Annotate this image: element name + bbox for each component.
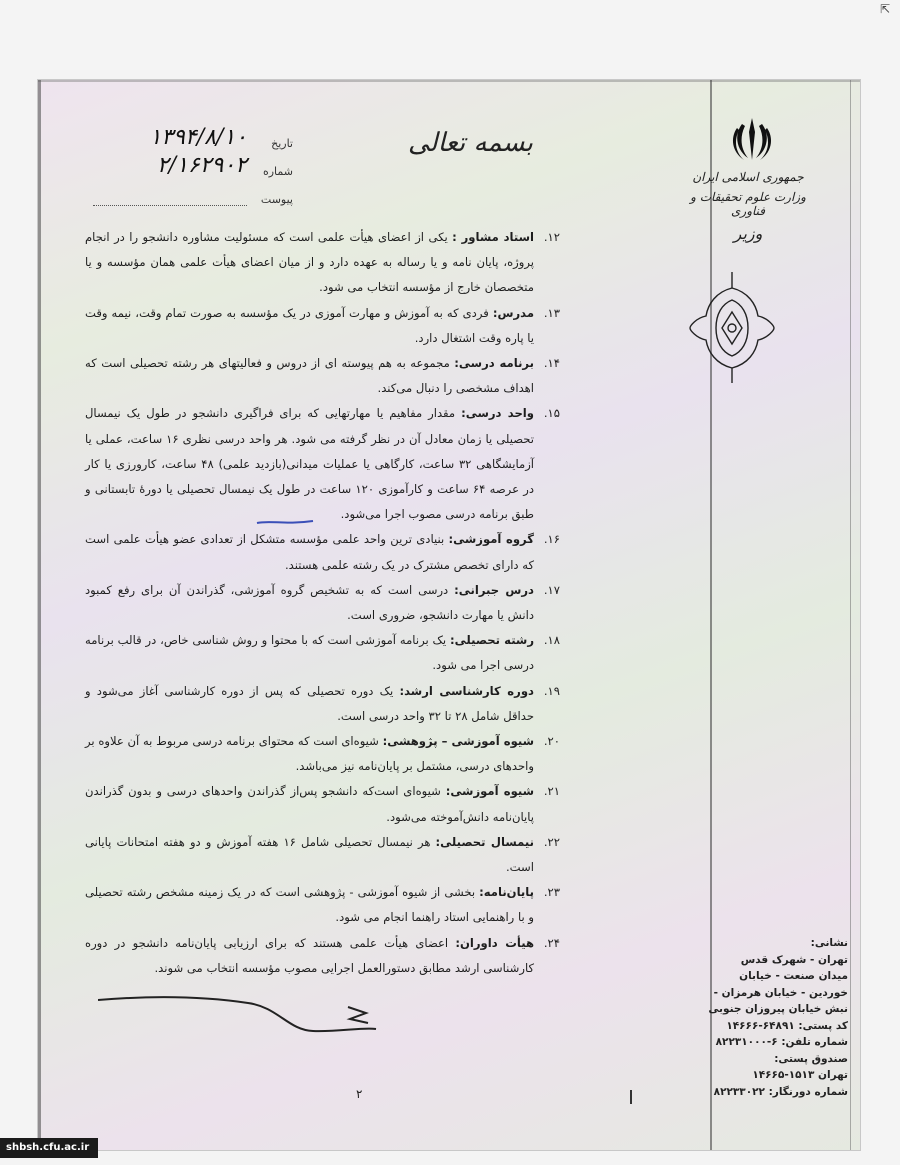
item-number: ۲۲.	[543, 834, 560, 849]
definition-item	[85, 351, 560, 401]
item-number: ۱۵.	[543, 406, 560, 421]
definition-item	[85, 225, 560, 301]
item-number: ۲۱.	[543, 784, 560, 799]
item-term: گروه آموزشی:	[448, 532, 534, 547]
item-number: ۱۸.	[543, 633, 560, 648]
date-row	[93, 122, 293, 150]
item-number: ۲۳.	[543, 885, 560, 900]
definition-item	[85, 301, 560, 351]
ministry-name: وزارت علوم تحقیقات و فناوری	[690, 190, 806, 218]
item-text: مقدار مفاهیم یا مهارتهایی که برای فراگیری دانشجو در طول یک نیمسال تحصیلی یا زمان معادل آن در نظر گرفته می شود. هر واحد درسی نظری ۱۶ ساعت، عملی یا آزمایشگاهی ۳۲ ساعت، کارگاهی یا عملیات میدانی(بازدید علمی) ۴۸ ساعت، کارورزی یا کار در عرصه ۶۴ ساعت و کارآموزی ۱۲۰ ساعت در طول یک نیمسال تحصیلی یا دورهٔ تابستانی و طبق برنامه درسی مصوب اجرا می‌شود.	[85, 406, 535, 522]
definition-item	[85, 401, 560, 527]
definition-item	[85, 527, 560, 577]
ministry-block	[678, 170, 818, 243]
address-line: میدان صنعت - خیابان	[739, 970, 848, 982]
postal-code: کد پستی: ۶۴۸۹۱-۱۴۶۶۶	[726, 1019, 848, 1032]
address-line: تهران - شهرک قدس	[740, 953, 848, 966]
page-number: ۲	[356, 1087, 363, 1101]
blue-underline-mark	[255, 518, 315, 526]
pobox-value: تهران ۱۵۱۳-۱۴۶۶۵	[752, 1069, 848, 1081]
item-term: استاد مشاور :	[452, 230, 534, 244]
definition-item	[85, 779, 560, 829]
item-term: شیوه آموزشی – پژوهشی:	[382, 734, 535, 749]
definitions-list	[85, 225, 560, 981]
left-scan-edge	[38, 80, 41, 1150]
definition-item	[85, 578, 560, 628]
country-name: جمهوری اسلامی ایران	[692, 170, 804, 184]
item-term: نیمسال تحصیلی:	[435, 834, 534, 849]
item-term: پایان‌نامه:	[479, 885, 534, 900]
item-number: ۱۴.	[543, 356, 560, 371]
item-number: ۲۰.	[543, 734, 560, 749]
item-number: ۱۳.	[543, 305, 560, 320]
minister-title: وزیر	[733, 224, 763, 243]
item-text: یک برنامه آموزشی است که با محتوا و روش شناسی خاص، در قالب برنامه درسی اجرا می شود.	[85, 633, 534, 673]
attachment-row	[93, 178, 293, 206]
item-term: درس جبرانی:	[454, 582, 535, 597]
fax-number: شماره دورنگار: ۸۲۲۳۳۰۲۲	[713, 1085, 848, 1098]
item-term: هیأت داوران:	[455, 935, 535, 950]
right-scan-edge	[850, 80, 851, 1150]
item-text: فردی که به آموزش و مهارت آموزی در یک مؤسسه به صورت تمام وقت، نیمه وقت یا پاره وقت اشتغال دارد.	[85, 305, 534, 345]
attachment-label: پیوست	[260, 193, 293, 206]
ornament-motif-icon	[686, 270, 778, 385]
item-text: یکی از اعضای هیأت علمی است که مسئولیت مشاوره دانشجو را در انجام پروژه، پایان نامه و یا رساله به عهده دارد و از میان اعضای هیأت علمی همان مؤسسه و یا متخصصان خارج از مؤسسه انتخاب می شود.	[85, 230, 534, 295]
number-value: ۲/۱۶۲۹۰۲	[156, 153, 247, 178]
letter-meta	[93, 122, 293, 206]
item-text: بنیادی ترین واحد علمی مؤسسه متشکل از تعدادی عضو هیأت علمی است که دارای تخصص مشترک در یک رشته علمی هستند.	[85, 532, 534, 572]
item-text: یک دوره تحصیلی که پس از دوره کارشناسی آغاز می‌شود و حداقل شامل ۲۸ تا ۳۲ واحد درسی است.	[85, 683, 534, 723]
address-block	[708, 935, 848, 1100]
item-number: ۱۷.	[543, 582, 560, 597]
corner-mark-icon: ⇱	[880, 2, 891, 16]
item-text: شیوه‌ای است‌که دانشجو پس‌از گذراندن واحدهای درسی و بدون گذراندن پایان‌نامه دانش‌آموخته می‌شود.	[85, 784, 534, 824]
item-number: ۱۹.	[543, 683, 560, 698]
address-label: نشانی:	[810, 937, 848, 949]
number-row	[93, 150, 293, 178]
signature-scribble	[98, 985, 378, 1040]
definition-item	[85, 729, 560, 779]
bismillah-heading: بسمه تعالی	[408, 128, 533, 158]
item-term: واحد درسی:	[461, 406, 534, 421]
number-label: شماره	[262, 165, 293, 178]
item-text: مجموعه به هم پیوسته ای از دروس و فعالیتهای هر رشته تحصیلی است که اهداف مشخصی را دنبال می‌کند.	[85, 356, 534, 396]
top-scan-line	[38, 80, 860, 82]
attachment-line	[93, 204, 247, 206]
item-number: ۲۴.	[543, 935, 560, 950]
item-number: ۱۶.	[543, 532, 560, 547]
source-badge: shbsh.cfu.ac.ir	[0, 1138, 98, 1158]
definition-item	[85, 880, 560, 930]
date-value: ۱۳۹۴/۸/۱۰	[149, 125, 247, 150]
item-term: مدرس:	[492, 305, 534, 320]
item-term: دوره کارشناسی ارشد:	[399, 683, 534, 698]
item-text: اعضای هیأت علمی هستند که برای ارزیابی پایان‌نامه دانشجو در دوره کارشناسی ارشد مطابق دستورالعمل اجرایی مصوب مؤسسه انتخاب می شوند.	[85, 935, 534, 975]
item-number: ۱۲.	[543, 230, 560, 244]
phone-number: شماره تلفن: ۶-۸۲۲۳۱۰۰۰	[715, 1036, 848, 1048]
scan-tick-mark	[630, 1090, 632, 1104]
item-term: برنامه درسی:	[454, 356, 534, 371]
address-line: خوردین - خیابان هرمزان -	[713, 986, 848, 999]
definition-item	[85, 628, 560, 678]
item-text: درسی است که به تشخیص گروه آموزشی، گذراندن آن برای رفع کمبود دانش یا مهارت دانشجو، ضروری است.	[85, 582, 534, 623]
definition-item	[85, 931, 560, 981]
item-term: رشته تحصیلی:	[450, 633, 535, 648]
item-term: شیوه آموزشی:	[445, 784, 534, 799]
date-label: تاریخ	[271, 137, 293, 150]
item-text: بخشی از شیوه آموزشی - پژوهشی است که در یک زمینه مشخص رشته تحصیلی و با راهنمایی استاد راهنما انجام می شود.	[85, 885, 534, 925]
address-line: نبش خیابان پیروزان جنوبی	[708, 1003, 848, 1015]
definition-item	[85, 830, 560, 880]
item-text: شیوه‌ای است که محتوای برنامه درسی مربوط به آن علاوه بر واحدهای درسی، مشتمل بر پایان‌نامه نیز می‌باشد.	[85, 734, 534, 774]
iran-emblem-icon	[730, 114, 774, 164]
definition-item	[85, 679, 560, 729]
pobox-label: صندوق پستی:	[774, 1052, 848, 1065]
item-text: هر نیمسال تحصیلی شامل ۱۶ هفته آموزش و دو هفته امتحانات پایانی است.	[85, 834, 534, 875]
